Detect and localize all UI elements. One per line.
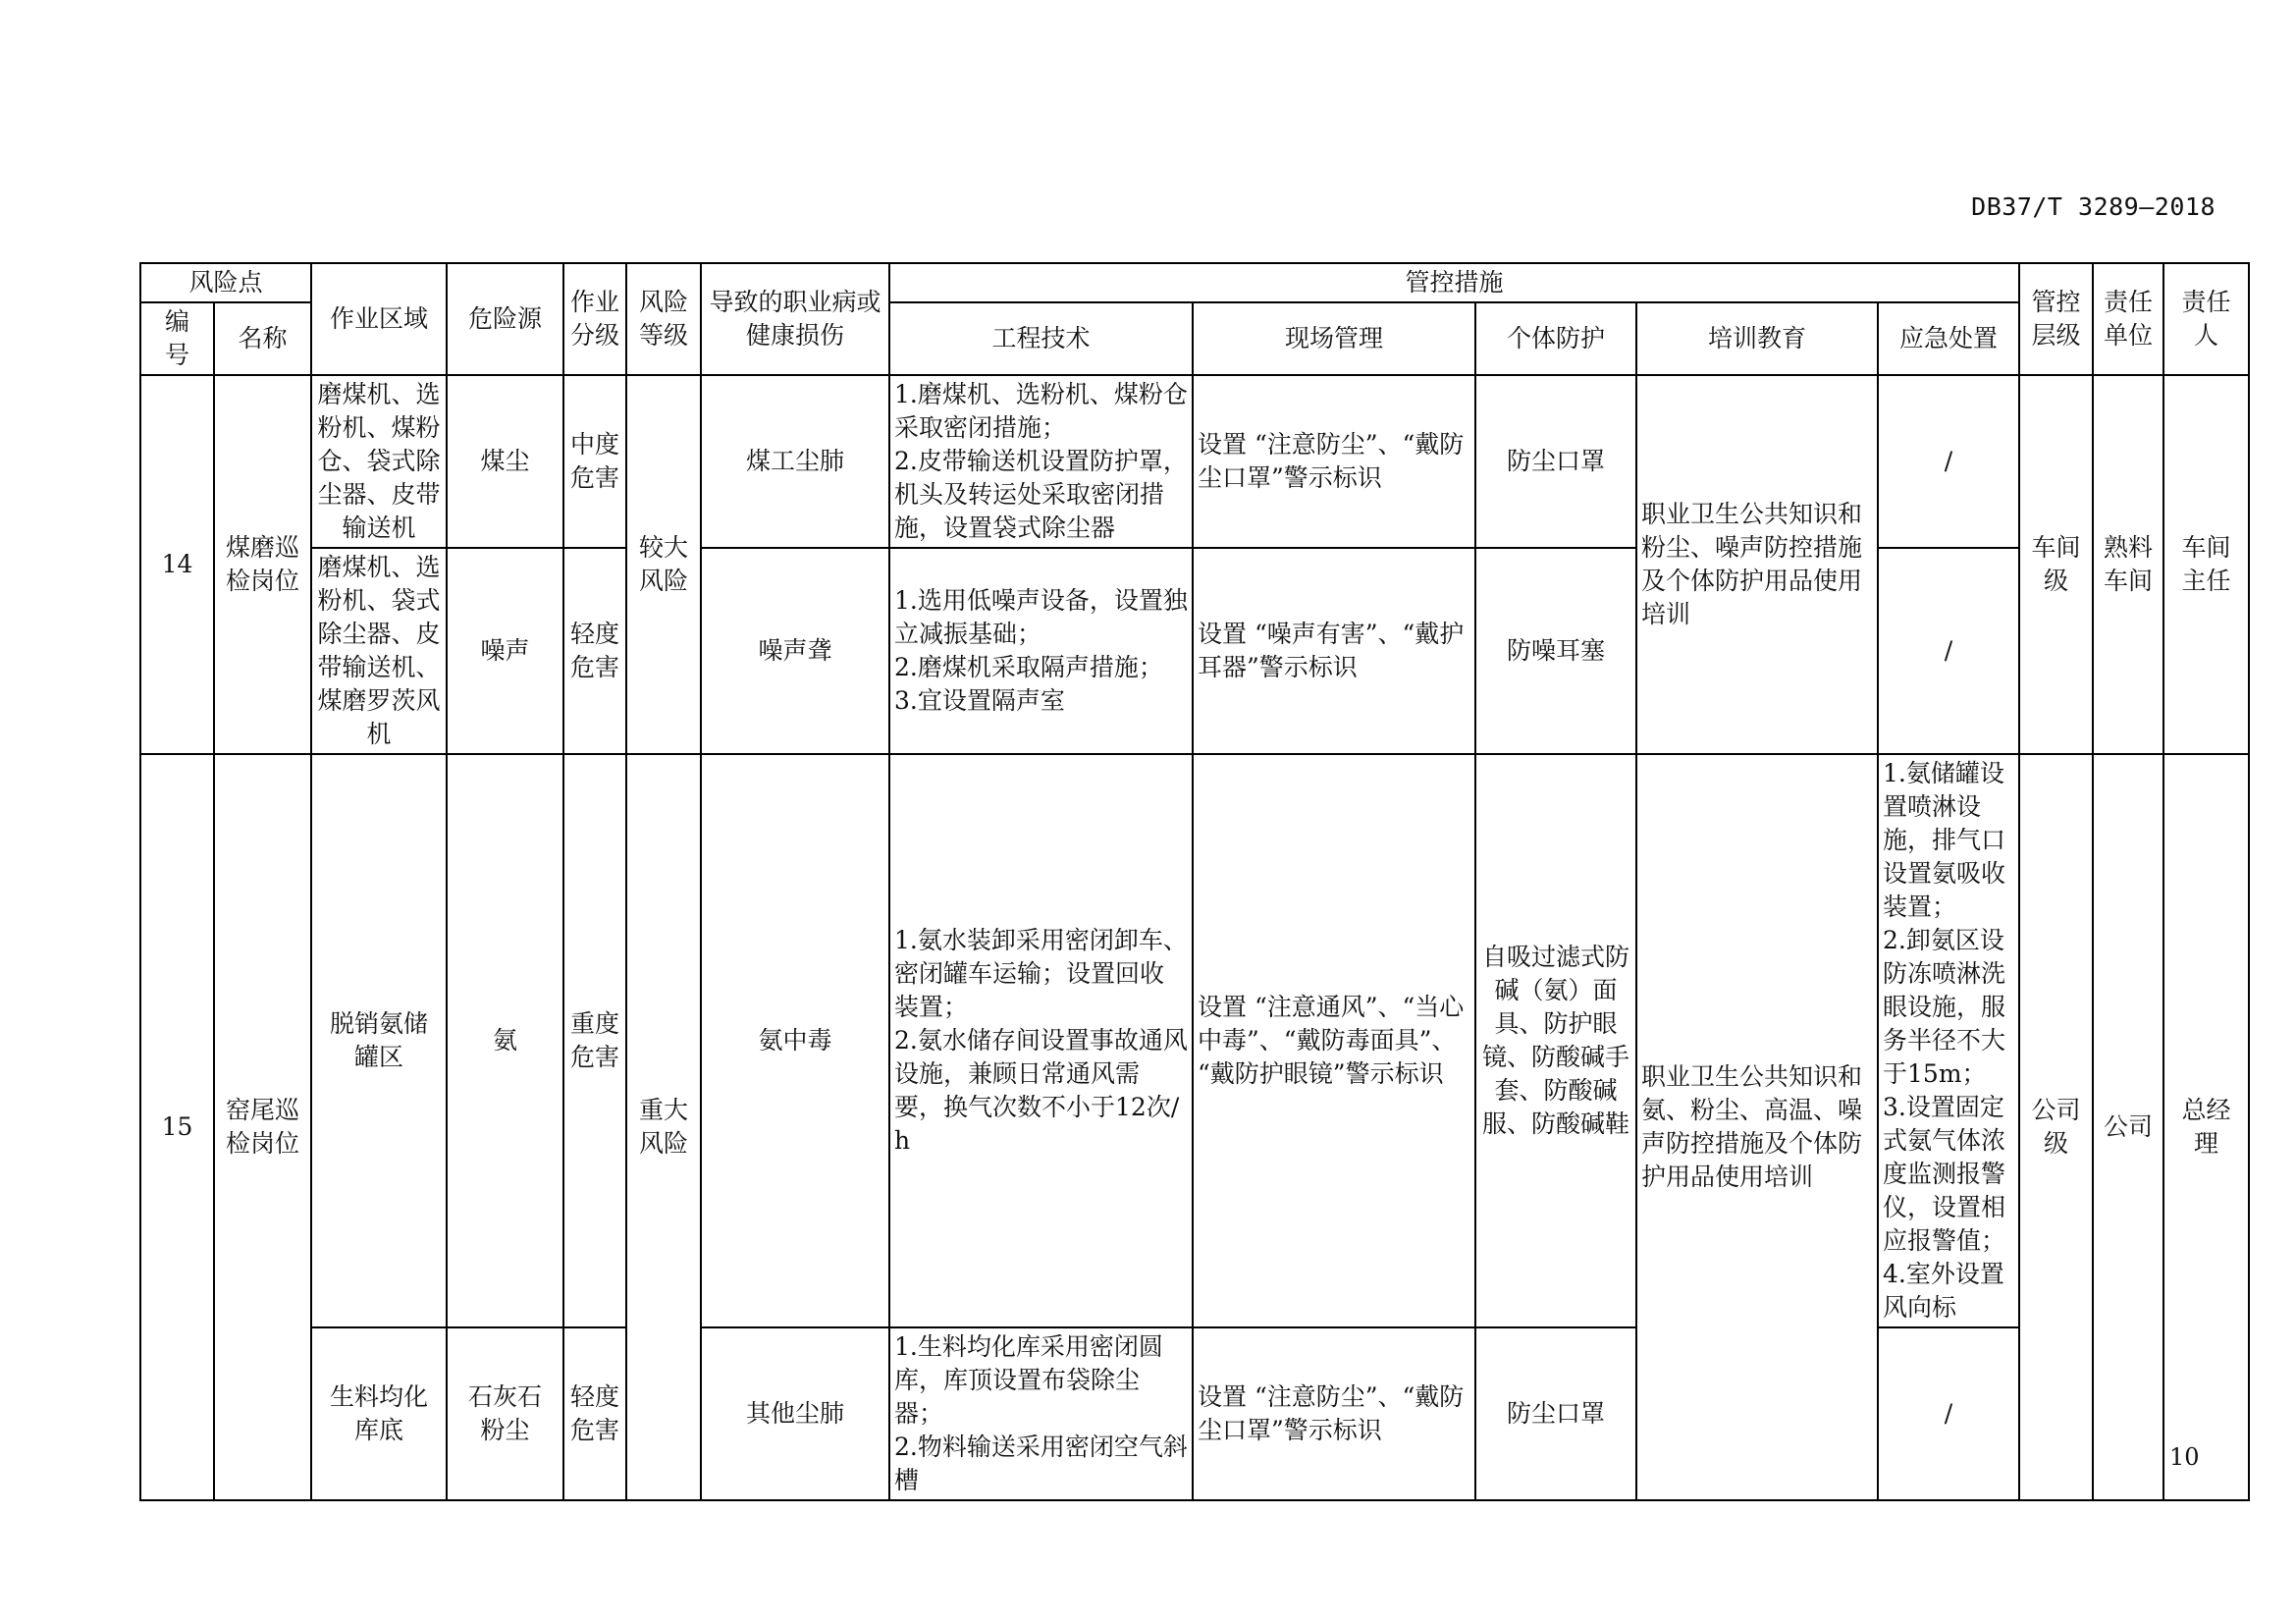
row-work-grade: 重度 危害 xyxy=(563,754,626,1327)
row-site-mgmt: 设置 “注意通风”、“当心中毒”、“戴防毒面具”、 “戴防护眼镜”警示标识 xyxy=(1193,754,1475,1327)
row-ppe: 防噪耳塞 xyxy=(1475,548,1636,754)
row-engineering: 1.氨水装卸采用密闭卸车、密闭罐车运输；设置回收装置； 2.氨水储存间设置事故通风设施，兼顾日常通风需要，换气次数不小于12次/h xyxy=(889,754,1193,1327)
page-number: 10 xyxy=(2169,1443,2200,1471)
row-hazard: 煤尘 xyxy=(447,375,563,548)
row-control-level: 公司 级 xyxy=(2019,754,2093,1500)
row-resp-unit: 公司 xyxy=(2093,754,2163,1500)
row-site-mgmt: 设置 “注意防尘”、“戴防尘口罩”警示标识 xyxy=(1193,375,1475,548)
risk-control-table xyxy=(139,262,2250,1501)
row-emergency: / xyxy=(1878,375,2019,548)
row-name: 煤磨巡 检岗位 xyxy=(214,375,311,754)
row-training: 职业卫生公共知识和粉尘、噪声防控措施及个体防护用品使用培训 xyxy=(1636,375,1878,754)
row-control-level: 车间 级 xyxy=(2019,375,2093,754)
header-resp-unit: 责任 单位 xyxy=(2093,263,2163,375)
row-risk-level: 重大 风险 xyxy=(626,754,701,1500)
row-engineering: 1.生料均化库采用密闭圆库，库顶设置布袋除尘器； 2.物料输送采用密闭空气斜槽 xyxy=(889,1327,1193,1500)
row-training: 职业卫生公共知识和氨、粉尘、高温、噪声防控措施及个体防护用品使用培训 xyxy=(1636,754,1878,1500)
row-work-grade: 轻度 危害 xyxy=(563,1327,626,1500)
header-control-measures: 管控措施 xyxy=(889,263,2019,302)
header-emergency: 应急处置 xyxy=(1878,302,2019,375)
row-work-grade: 中度 危害 xyxy=(563,375,626,548)
row-work-area: 脱销氨储 罐区 xyxy=(311,754,447,1327)
row-work-area: 生料均化 库底 xyxy=(311,1327,447,1500)
header-row-1 xyxy=(140,263,2249,302)
row-hazard: 噪声 xyxy=(447,548,563,754)
row-resp-unit: 熟料 车间 xyxy=(2093,375,2163,754)
header-hazard: 危险源 xyxy=(447,263,563,375)
standard-code: DB37/T 3289—2018 xyxy=(1971,192,2216,221)
row-site-mgmt: 设置 “注意防尘”、“戴防尘口罩”警示标识 xyxy=(1193,1327,1475,1500)
header-name: 名称 xyxy=(214,302,311,375)
header-engineering: 工程技术 xyxy=(889,302,1193,375)
row-work-grade: 轻度 危害 xyxy=(563,548,626,754)
header-training: 培训教育 xyxy=(1636,302,1878,375)
header-disease: 导致的职业病或 健康损伤 xyxy=(701,263,889,375)
row-emergency: / xyxy=(1878,548,2019,754)
row-no: 14 xyxy=(140,375,214,754)
row-work-area: 磨煤机、选粉机、袋式除尘器、皮带输送机、煤磨罗茨风机 xyxy=(311,548,447,754)
table-row xyxy=(140,754,2249,1327)
row-resp-person: 车间 主任 xyxy=(2163,375,2249,754)
row-hazard: 石灰石 粉尘 xyxy=(447,1327,563,1500)
header-no: 编 号 xyxy=(140,302,214,375)
row-ppe: 自吸过滤式防碱（氨）面具、防护眼镜、防酸碱手套、防酸碱服、防酸碱鞋 xyxy=(1475,754,1636,1327)
row-engineering: 1.选用低噪声设备，设置独立减振基础； 2.磨煤机采取隔声措施； 3.宜设置隔声室 xyxy=(889,548,1193,754)
table-row xyxy=(140,548,2249,754)
row-work-area: 磨煤机、选粉机、煤粉仓、袋式除尘器、皮带输送机 xyxy=(311,375,447,548)
row-resp-person: 总经 理 xyxy=(2163,754,2249,1500)
header-resp-person: 责任 人 xyxy=(2163,263,2249,375)
row-site-mgmt: 设置 “噪声有害”、“戴护耳器”警示标识 xyxy=(1193,548,1475,754)
row-ppe: 防尘口罩 xyxy=(1475,375,1636,548)
table-row xyxy=(140,1327,2249,1500)
header-site-mgmt: 现场管理 xyxy=(1193,302,1475,375)
header-ppe: 个体防护 xyxy=(1475,302,1636,375)
row-engineering: 1.磨煤机、选粉机、煤粉仓采取密闭措施； 2.皮带输送机设置防护罩，机头及转运处采取密闭措施，设置袋式除尘器 xyxy=(889,375,1193,548)
header-work-grade: 作业 分级 xyxy=(563,263,626,375)
row-disease: 噪声聋 xyxy=(701,548,889,754)
row-no: 15 xyxy=(140,754,214,1500)
row-name: 窑尾巡 检岗位 xyxy=(214,754,311,1500)
row-disease: 其他尘肺 xyxy=(701,1327,889,1500)
row-emergency: / xyxy=(1878,1327,2019,1500)
row-ppe: 防尘口罩 xyxy=(1475,1327,1636,1500)
header-control-level: 管控 层级 xyxy=(2019,263,2093,375)
row-disease: 煤工尘肺 xyxy=(701,375,889,548)
row-emergency: 1.氨储罐设置喷淋设施，排气口设置氨吸收装置； 2.卸氨区设防冻喷淋洗眼设施，服务半径不大于15m； 3.设置固定式氨气体浓度监测报警仪，设置相应报警值； 4.室外设置风向标 xyxy=(1878,754,2019,1327)
header-work-area: 作业区域 xyxy=(311,263,447,375)
row-disease: 氨中毒 xyxy=(701,754,889,1327)
header-risk-point: 风险点 xyxy=(140,263,311,302)
header-risk-level: 风险 等级 xyxy=(626,263,701,375)
row-hazard: 氨 xyxy=(447,754,563,1327)
table-row xyxy=(140,375,2249,548)
row-risk-level: 较大 风险 xyxy=(626,375,701,754)
